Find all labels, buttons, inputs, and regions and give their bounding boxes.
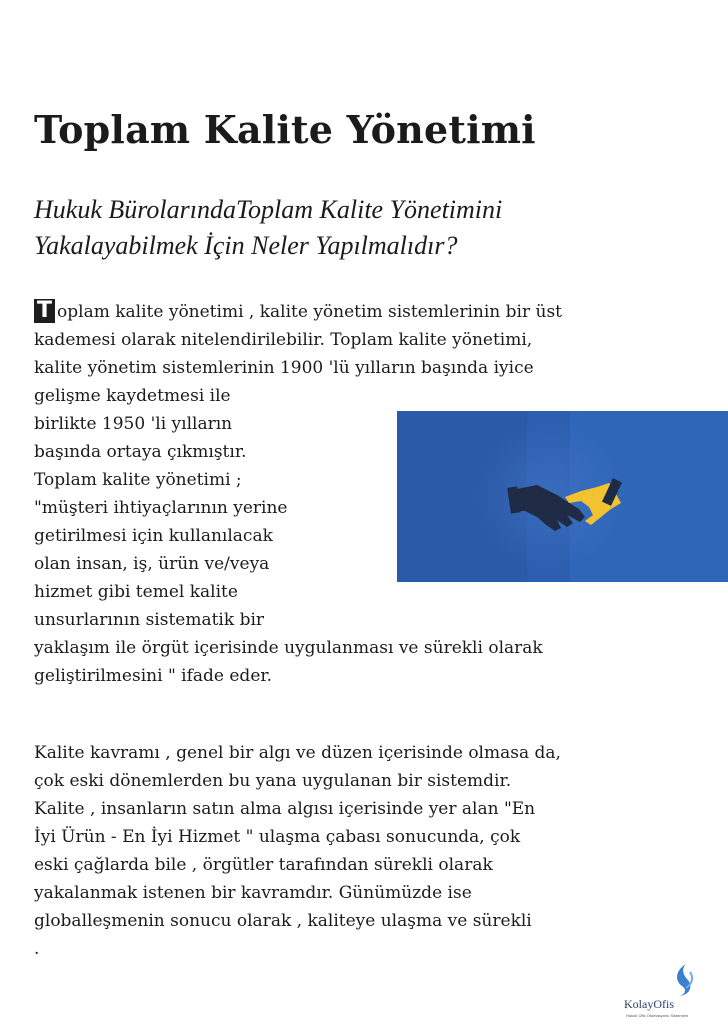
paragraph-line: unsurlarının sistematik bir [34, 610, 265, 630]
paragraph-line: birlikte 1950 'li yılların [34, 414, 233, 434]
paragraph-line: gelişme kaydetmesi ile [34, 386, 231, 406]
paragraph-line: . [34, 939, 40, 959]
subtitle-line: Hukuk BürolarındaToplam Kalite Yönetimini [34, 195, 503, 224]
drop-cap: T [34, 299, 55, 323]
paragraph-line: çok eski dönemlerden bu yana uygulanan bir sistemdir. [34, 771, 512, 791]
paragraph-line [34, 298, 562, 326]
paragraph-line: başında ortaya çıkmıştır. [34, 442, 247, 462]
logo-name: KolayOfis [624, 997, 674, 1011]
page-title: Toplam Kalite Yönetimi [34, 107, 536, 153]
logo-swirl-icon [668, 962, 698, 998]
paragraph-line: kalite yönetim sistemlerinin 1900 'lü yılların başında iyice [34, 358, 534, 378]
paragraph-line: yaklaşım ile örgüt içerisinde uygulanması ve sürekli olarak [34, 638, 543, 658]
paragraph-line: geliştirilmesini " ifade eder. [34, 666, 273, 686]
paragraph-line: globalleşmenin sonucu olarak , kaliteye ulaşma ve sürekli [34, 911, 532, 931]
paragraph-line: Toplam kalite yönetimi ; [34, 470, 242, 490]
handshake-icon [397, 411, 728, 582]
paragraph-line: Kalite , insanların satın alma algısı içerisinde yer alan "En [34, 799, 536, 819]
paragraph-line: olan insan, iş, ürün ve/veya [34, 554, 270, 574]
paragraph-2 [34, 739, 561, 963]
paragraph-line: "müşteri ihtiyaçlarının yerine [34, 498, 288, 518]
paragraph-text: oplam kalite yönetimi , kalite yönetim sistemlerinin bir üst [57, 302, 563, 322]
paragraph-line: İyi Ürün - En İyi Hizmet " ulaşma çabası sonucunda, çok [34, 827, 521, 847]
paragraph-line: yakalanmak istenen bir kavramdır. Günümüzde ise [34, 883, 472, 903]
subtitle [34, 192, 714, 264]
logo-tagline: Hukuk Ofis Otomasyonu Sistemleri [626, 1013, 689, 1018]
subtitle-line: Yakalayabilmek İçin Neler Yapılmalıdır? [34, 231, 458, 260]
paragraph-line: hizmet gibi temel kalite [34, 582, 238, 602]
paragraph-line: kademesi olarak nitelendirilebilir. Toplam kalite yönetimi, [34, 330, 533, 350]
paragraph-line: Kalite kavramı , genel bir algı ve düzen içerisinde olmasa da, [34, 743, 561, 763]
paragraph-line: eski çağlarda bile , örgütler tarafından sürekli olarak [34, 855, 493, 875]
kolayofis-logo [610, 962, 720, 1024]
handshake-image [397, 411, 728, 582]
paragraph-line: getirilmesi için kullanılacak [34, 526, 273, 546]
